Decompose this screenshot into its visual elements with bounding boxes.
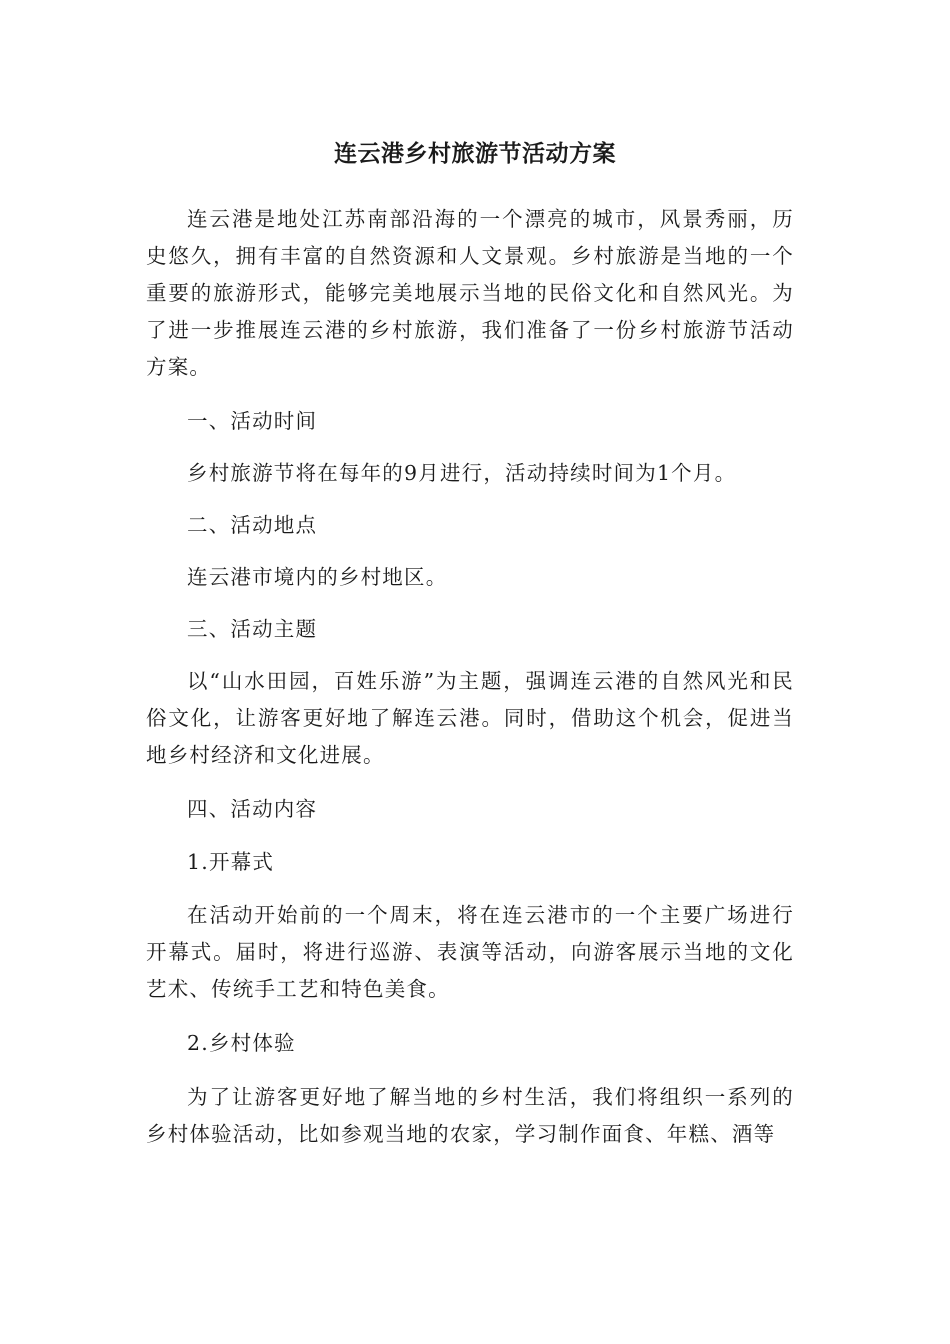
section-heading-time: 一、活动时间: [187, 409, 318, 433]
time-paragraph: 乡村旅游节将在每年的9月进行，活动持续时间为1个月。: [187, 461, 737, 485]
section-heading-location: 二、活动地点: [187, 513, 318, 537]
experience-paragraph: 为了让游客更好地了解当地的乡村生活，我们将组织一系列的乡村体验活动，比如参观当地的农家，学习制作面食、年糕、酒等: [146, 1085, 794, 1146]
document-title: 连云港乡村旅游节活动方案: [334, 141, 616, 167]
theme-paragraph: 以“山水田园，百姓乐游”为主题，强调连云港的自然风光和民俗文化，让游客更好地了解连云港。同时，借助这个机会，促进当地乡村经济和文化进展。: [146, 669, 794, 767]
opening-paragraph: 在活动开始前的一个周末，将在连云港市的一个主要广场进行开幕式。届时，将进行巡游、表演等活动，向游客展示当地的文化艺术、传统手工艺和特色美食。: [146, 903, 794, 1001]
section-heading-theme: 三、活动主题: [187, 617, 318, 641]
location-paragraph: 连云港市境内的乡村地区。: [187, 565, 448, 589]
subsection-heading-experience: 2.乡村体验: [187, 1031, 296, 1055]
subsection-heading-opening: 1.开幕式: [187, 850, 275, 874]
intro-paragraph: 连云港是地处江苏南部沿海的一个漂亮的城市，风景秀丽，历史悠久，拥有丰富的自然资源和人文景观。乡村旅游是当地的一个重要的旅游形式，能够完美地展示当地的民俗文化和自然风光。为了进一步推展连云港的乡村旅游，我们准备了一份乡村旅游节活动方案。: [146, 207, 794, 379]
section-heading-content: 四、活动内容: [187, 797, 318, 821]
document-body: [146, 201, 794, 1153]
